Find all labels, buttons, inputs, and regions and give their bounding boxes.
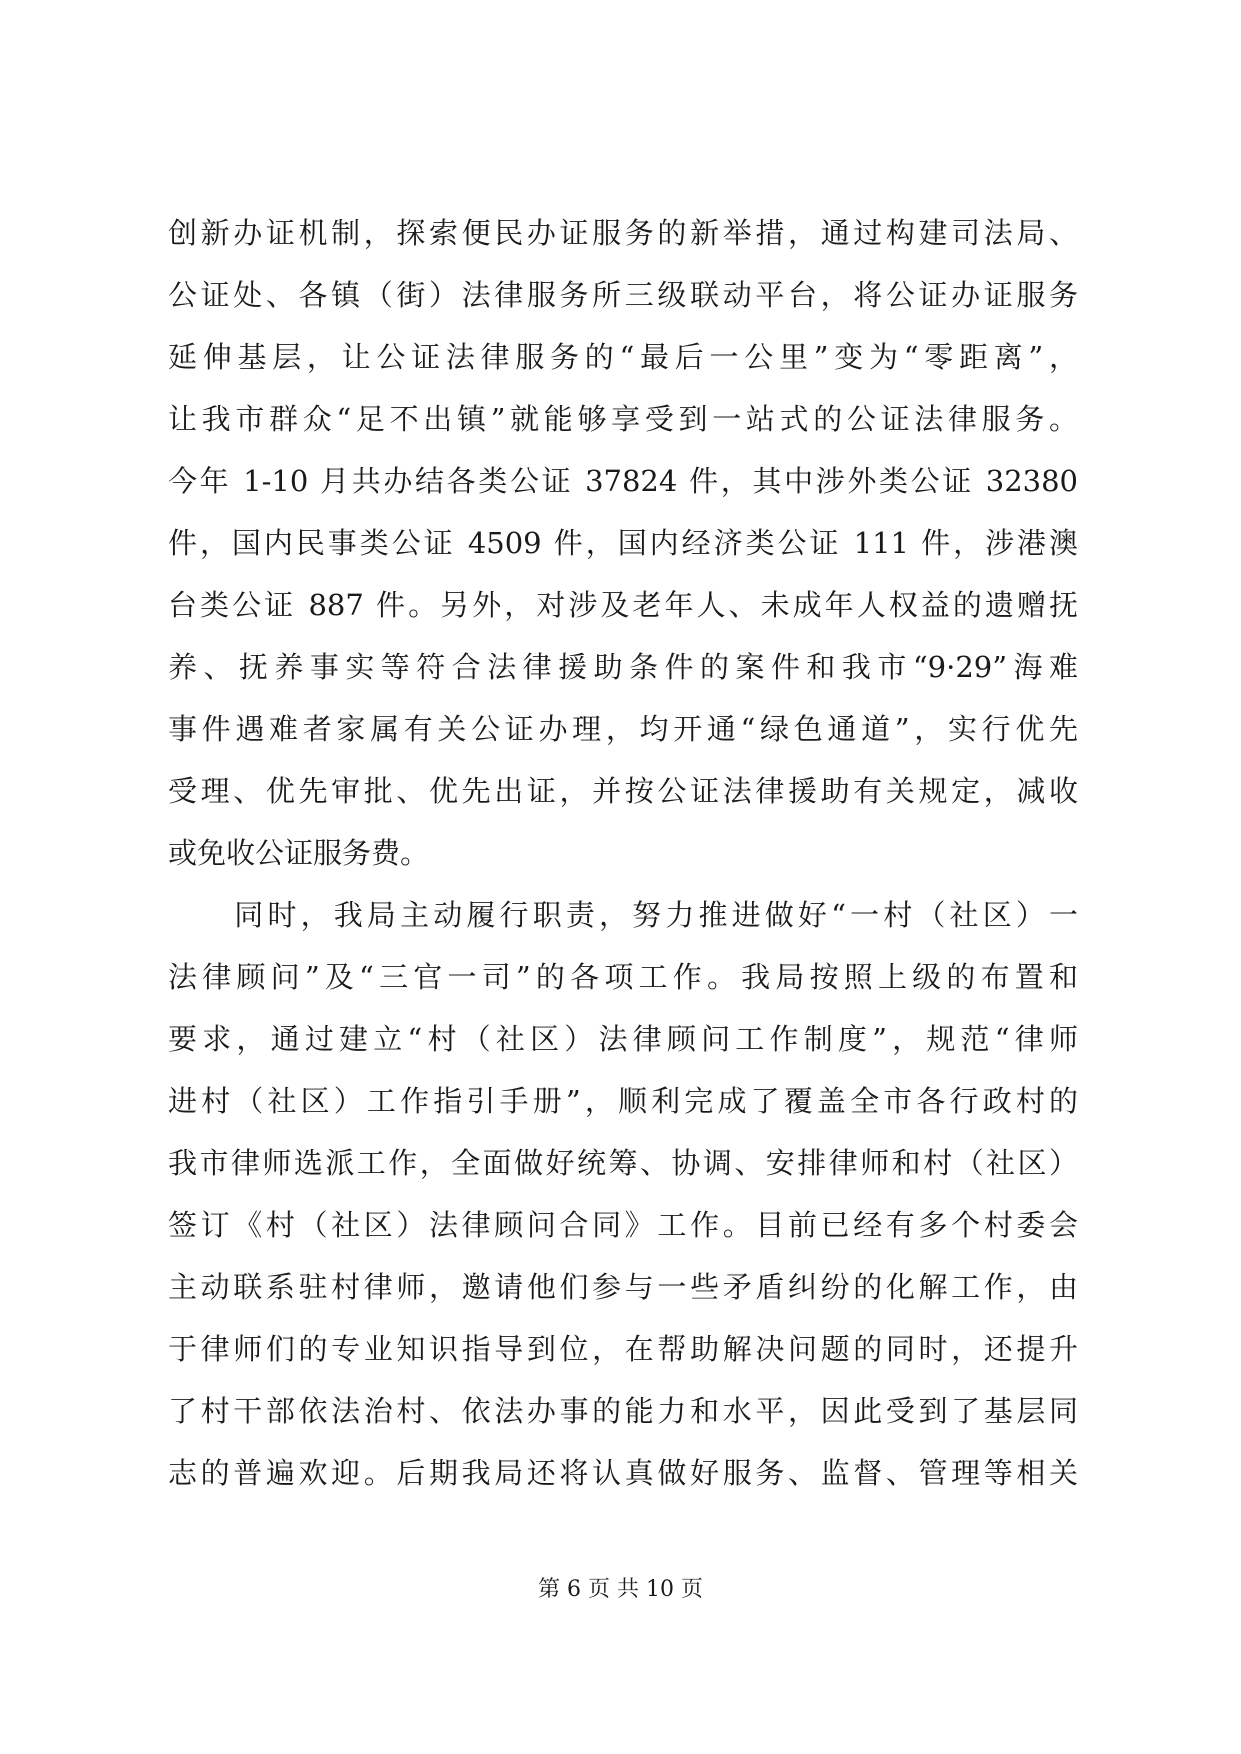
text-line: 今年 1-10 月共办结各类公证 37824 件，其中涉外类公证 32380	[168, 464, 1078, 498]
text-line: 创新办证机制，探索便民办证服务的新举措，通过构建司法局、	[168, 216, 1078, 250]
text-line: 于律师们的专业知识指导到位，在帮助解决问题的同时，还提升	[168, 1332, 1078, 1366]
text-line: 主动联系驻村律师，邀请他们参与一些矛盾纠纷的化解工作，由	[168, 1270, 1078, 1304]
text-line: 养、抚养事实等符合法律援助条件的案件和我市“9·29”海难	[168, 650, 1078, 684]
text-line: 件，国内民事类公证 4509 件，国内经济类公证 111 件，涉港澳	[168, 526, 1078, 560]
text-line: 同时，我局主动履行职责，努力推进做好“一村（社区）一	[168, 898, 1078, 932]
text-line: 公证处、各镇（街）法律服务所三级联动平台，将公证办证服务	[168, 278, 1078, 312]
text-line: 受理、优先审批、优先出证，并按公证法律援助有关规定，减收	[168, 774, 1078, 808]
text-line: 让我市群众“足不出镇”就能够享受到一站式的公证法律服务。	[168, 402, 1078, 436]
text-line: 进村（社区）工作指引手册”，顺利完成了覆盖全市各行政村的	[168, 1084, 1078, 1118]
text-line: 或免收公证服务费。	[168, 836, 430, 870]
text-line: 事件遇难者家属有关公证办理，均开通“绿色通道”，实行优先	[168, 712, 1078, 746]
text-line: 我市律师选派工作，全面做好统筹、协调、安排律师和村（社区）	[168, 1146, 1078, 1180]
text-line: 法律顾问”及“三官一司”的各项工作。我局按照上级的布置和	[168, 960, 1078, 994]
text-line: 了村干部依法治村、依法办事的能力和水平，因此受到了基层同	[168, 1394, 1078, 1428]
text-line: 台类公证 887 件。另外，对涉及老年人、未成年人权益的遗赠抚	[168, 588, 1078, 622]
text-line: 签订《村（社区）法律顾问合同》工作。目前已经有多个村委会	[168, 1208, 1078, 1242]
text-line: 要求，通过建立“村（社区）法律顾问工作制度”，规范“律师	[168, 1022, 1078, 1056]
body-text	[168, 202, 1078, 1504]
page-number-footer: 第 6 页 共 10 页	[538, 1577, 703, 1602]
text-line: 志的普遍欢迎。后期我局还将认真做好服务、监督、管理等相关	[168, 1456, 1078, 1490]
text-line: 延伸基层，让公证法律服务的“最后一公里”变为“零距离”，	[168, 340, 1078, 374]
